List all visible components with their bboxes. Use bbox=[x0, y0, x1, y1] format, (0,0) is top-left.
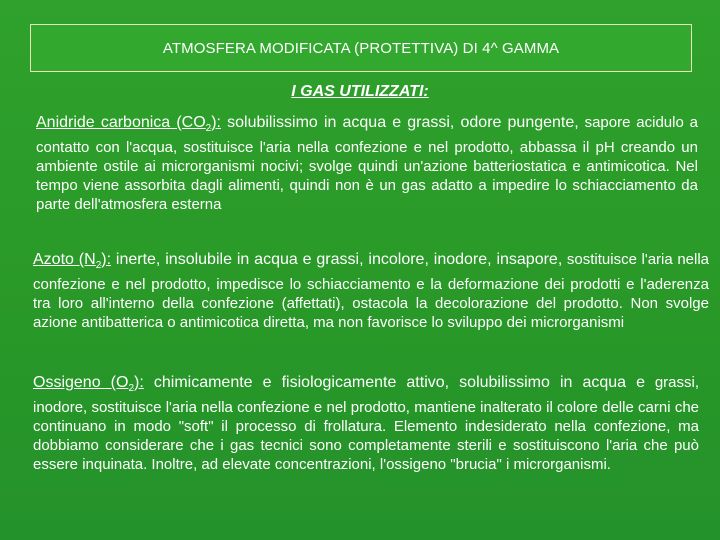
gas-description: sostituisce l'aria nella confezione e nel prodotto, impedisce lo schiacciamento e la deformazione dei prodotti e l'aderenza tra loro all'interno della confezione (affettati), ostacola la decolorazione del prodotto. Non svolge azione antibatterica o antimicotica diretta, ma non favorisce lo sviluppo dei microrganismi bbox=[33, 251, 710, 332]
formula-close: ): bbox=[101, 251, 112, 268]
slide-title: ATMOSFERA MODIFICATA (PROTETTIVA) DI 4^ GAMMA bbox=[162, 39, 560, 57]
formula-close: ): bbox=[134, 374, 144, 391]
gas-first-line: inerte, insolubile in acqua e grassi, incolore, inodore, insapore, bbox=[111, 251, 563, 268]
gas-name: Anidride carbonica bbox=[36, 114, 171, 131]
gas-term-o2 bbox=[33, 374, 144, 395]
gas-first-line: solubilissimo in acqua e grassi, odore pungente, bbox=[221, 114, 579, 131]
formula-subscript: 2 bbox=[95, 260, 102, 272]
gas-term-co2 bbox=[36, 114, 221, 135]
gas-name: Azoto bbox=[33, 251, 74, 268]
formula-subscript: 2 bbox=[205, 123, 212, 135]
gas-name: Ossigeno bbox=[33, 374, 101, 391]
gas-paragraph-n2 bbox=[33, 250, 709, 332]
gas-paragraph-o2 bbox=[33, 373, 699, 474]
formula-open: (O bbox=[100, 374, 129, 391]
gas-description: grassi, inodore, sostituisce l'aria nella confezione e nel prodotto, mantiene inalterato il colore delle carni che continuano in modo "soft" il processo di frollatura. Elemento indesiderato nella confezione, ma dobbiamo considerare che i gas tecnici sono completamente sterili e sostituiscono l'aria che può essere inquinata. Inoltre, ad elevate concentrazioni, l'ossigeno "brucia" i microrganismi. bbox=[33, 374, 700, 474]
formula-subscript: 2 bbox=[128, 383, 135, 395]
title-box bbox=[30, 24, 692, 72]
gas-paragraph-co2 bbox=[36, 113, 698, 214]
slide-subtitle: I GAS UTILIZZATI: bbox=[291, 83, 429, 100]
gas-first-line: chimicamente e fisiologicamente attivo, solubilissimo in acqua e bbox=[143, 374, 646, 391]
formula-open: (CO bbox=[170, 114, 206, 131]
gas-term-n2 bbox=[33, 251, 112, 272]
gas-description: sapore acidulo a contatto con l'acqua, sostituisce l'aria nella confezione e nel prodotto, abbassa il pH creando un ambiente ostile ai microrganismi nocivi; svolge quindi un'azione batteriostatica e antimicotica. Nel tempo viene assorbita dagli alimenti, quindi non è un gas adatto a impedire lo schiacciamento da parte dell'atmosfera esterna bbox=[36, 114, 698, 214]
formula-open: (N bbox=[73, 251, 96, 268]
formula-close: ): bbox=[211, 114, 221, 131]
